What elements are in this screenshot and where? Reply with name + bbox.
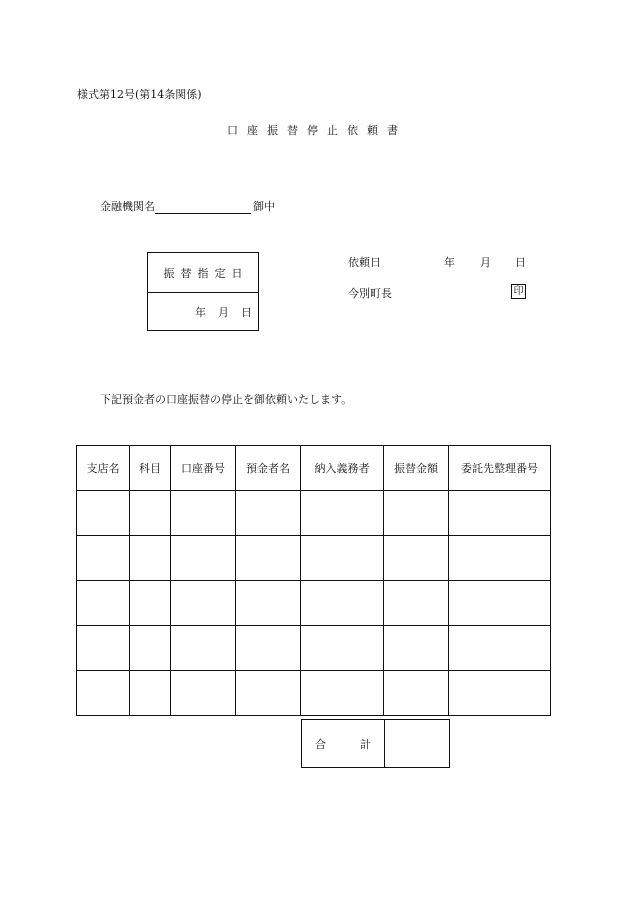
table-cell[interactable]	[236, 671, 301, 716]
request-date-month: 月	[480, 256, 491, 269]
total-row	[302, 720, 450, 768]
transfer-date-month: 月	[218, 306, 229, 319]
transfer-date-label: 振替指定日	[148, 253, 258, 293]
col-reference-number: 委託先整理番号	[449, 446, 551, 491]
col-account-number: 口座番号	[171, 446, 236, 491]
bank-line	[100, 198, 275, 214]
table-header-row	[77, 446, 551, 491]
total-table	[301, 719, 450, 768]
table-row	[77, 581, 551, 626]
table-cell[interactable]	[384, 491, 449, 536]
table-cell[interactable]	[301, 626, 384, 671]
table-cell[interactable]	[449, 671, 551, 716]
transfer-date-box	[147, 252, 259, 331]
table-cell[interactable]	[384, 626, 449, 671]
transfer-date-value[interactable]	[148, 293, 258, 331]
table-row	[77, 671, 551, 716]
bank-name-field[interactable]	[155, 201, 251, 214]
total-value[interactable]	[385, 720, 450, 768]
col-payer: 納入義務者	[301, 446, 384, 491]
table-cell[interactable]	[384, 536, 449, 581]
request-date-label: 依頼日	[348, 256, 381, 269]
table-cell[interactable]	[236, 581, 301, 626]
table-cell[interactable]	[236, 491, 301, 536]
table-cell[interactable]	[77, 581, 130, 626]
table-cell[interactable]	[449, 581, 551, 626]
table-cell[interactable]	[130, 581, 171, 626]
table-cell[interactable]	[130, 536, 171, 581]
table-cell[interactable]	[171, 626, 236, 671]
table-row	[77, 536, 551, 581]
table-cell[interactable]	[171, 491, 236, 536]
table-cell[interactable]	[236, 626, 301, 671]
total-label-1: 合	[315, 737, 326, 751]
table-cell[interactable]	[301, 536, 384, 581]
addressee: 今別町長	[348, 287, 392, 300]
table-cell[interactable]	[77, 491, 130, 536]
bank-suffix: 御中	[253, 200, 275, 213]
request-date-day: 日	[515, 256, 526, 269]
seal-mark: 印	[511, 284, 526, 299]
table-cell[interactable]	[171, 671, 236, 716]
total-label-cell	[302, 720, 385, 768]
transfer-table	[76, 445, 551, 716]
table-cell[interactable]	[77, 626, 130, 671]
table-cell[interactable]	[77, 671, 130, 716]
table-cell[interactable]	[384, 671, 449, 716]
transfer-date-year: 年	[195, 306, 206, 319]
col-branch: 支店名	[77, 446, 130, 491]
document-title: 口座振替停止依頼書	[227, 124, 407, 137]
total-label-2: 計	[360, 737, 371, 751]
request-date-year: 年	[444, 256, 455, 269]
form-number: 様式第12号(第14条関係)	[77, 88, 202, 101]
table-cell[interactable]	[449, 536, 551, 581]
table-cell[interactable]	[449, 491, 551, 536]
col-subject: 科目	[130, 446, 171, 491]
table-cell[interactable]	[77, 536, 130, 581]
table-cell[interactable]	[301, 491, 384, 536]
table-cell[interactable]	[130, 491, 171, 536]
table-cell[interactable]	[449, 626, 551, 671]
table-cell[interactable]	[301, 671, 384, 716]
table-cell[interactable]	[171, 581, 236, 626]
table-row	[77, 491, 551, 536]
col-depositor-name: 預金者名	[236, 446, 301, 491]
table-cell[interactable]	[130, 626, 171, 671]
table-cell[interactable]	[301, 581, 384, 626]
request-text: 下記預金者の口座振替の停止を御依頼いたします。	[100, 393, 353, 406]
table-cell[interactable]	[384, 581, 449, 626]
table-row	[77, 626, 551, 671]
table-cell[interactable]	[171, 536, 236, 581]
transfer-date-day: 日	[241, 306, 252, 319]
col-amount: 振替金額	[384, 446, 449, 491]
table-cell[interactable]	[236, 536, 301, 581]
table-cell[interactable]	[130, 671, 171, 716]
bank-label: 金融機関名	[100, 200, 155, 213]
